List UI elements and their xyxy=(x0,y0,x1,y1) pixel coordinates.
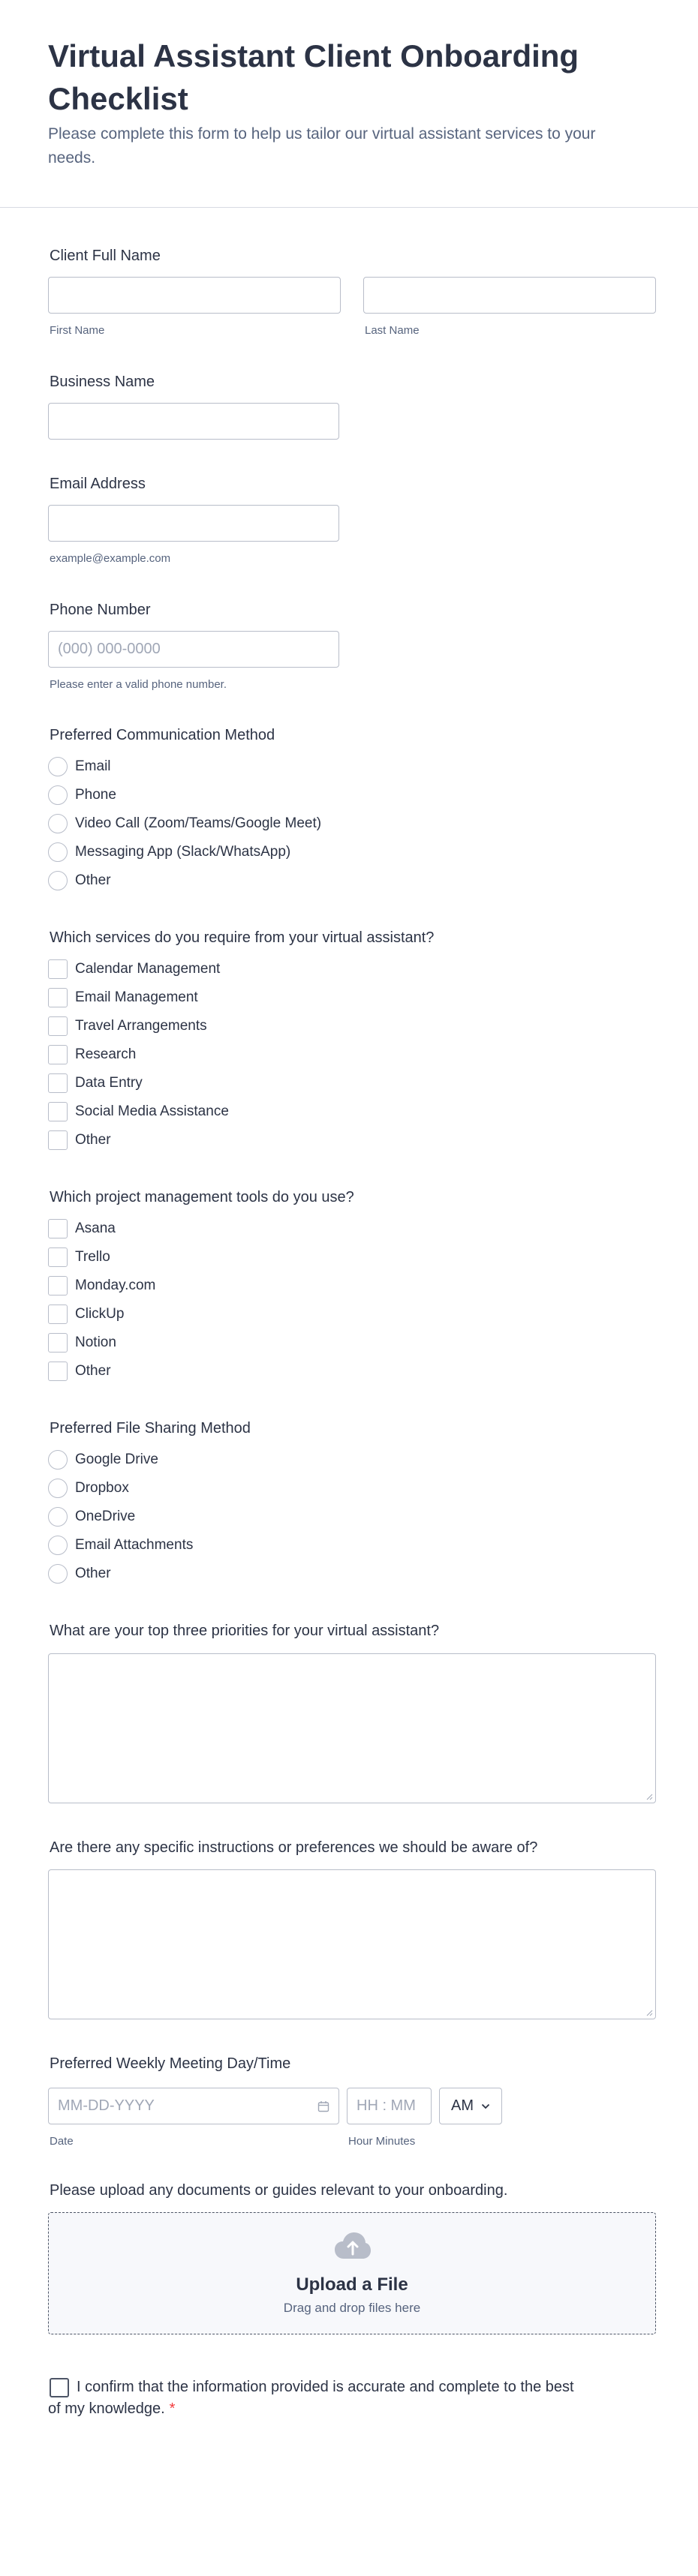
services-option-other[interactable] xyxy=(48,1130,111,1151)
file-upload-dropzone[interactable] xyxy=(48,2212,656,2334)
meeting-date-input[interactable] xyxy=(48,2088,339,2124)
cloud-upload-icon xyxy=(334,2232,372,2260)
radio-button[interactable] xyxy=(48,1564,68,1584)
option-label: Other xyxy=(75,1363,111,1379)
option-label: Google Drive xyxy=(75,1452,158,1467)
communication-option-messaging-app[interactable] xyxy=(48,842,290,863)
checkbox[interactable] xyxy=(48,1102,68,1121)
communication-label: Preferred Communication Method xyxy=(50,727,275,743)
radio-button[interactable] xyxy=(48,842,68,862)
services-option-travel[interactable] xyxy=(48,1016,207,1037)
checkbox[interactable] xyxy=(48,1045,68,1064)
last-name-sublabel: Last Name xyxy=(365,324,420,337)
communication-option-phone[interactable] xyxy=(48,785,116,806)
option-label: Email Attachments xyxy=(75,1537,194,1553)
form-description: Please complete this form to help us tailor our virtual assistant services to your needs. xyxy=(48,125,596,167)
radio-button[interactable] xyxy=(48,871,68,890)
checkbox[interactable] xyxy=(48,1305,68,1324)
option-label: Calendar Management xyxy=(75,961,221,977)
checkbox[interactable] xyxy=(48,1276,68,1296)
file-sharing-option-onedrive[interactable] xyxy=(48,1506,135,1527)
full-name-label: Client Full Name xyxy=(50,248,161,264)
upload-title: Upload a File xyxy=(296,2274,408,2295)
services-label: Which services do you require from your virtual assistant? xyxy=(50,929,435,946)
communication-option-video-call[interactable] xyxy=(48,813,321,834)
file-sharing-option-google-drive[interactable] xyxy=(48,1449,158,1470)
confirm-text: I confirm that the information provided is accurate and complete to the best of my knowledge. xyxy=(48,2379,574,2417)
phone-input[interactable] xyxy=(48,631,339,668)
tools-label: Which project management tools do you use? xyxy=(50,1189,354,1205)
email-input[interactable] xyxy=(48,505,339,542)
option-label: Phone xyxy=(75,787,116,803)
services-option-email[interactable] xyxy=(48,987,198,1008)
file-sharing-label: Preferred File Sharing Method xyxy=(50,1420,251,1437)
option-label: Travel Arrangements xyxy=(75,1018,207,1034)
tools-option-other[interactable] xyxy=(48,1361,111,1382)
business-name-input[interactable] xyxy=(48,403,339,440)
form-header xyxy=(0,0,698,208)
chevron-down-icon xyxy=(481,2103,490,2109)
services-option-social-media[interactable] xyxy=(48,1101,229,1122)
radio-button[interactable] xyxy=(48,1536,68,1555)
file-sharing-option-email-attachments[interactable] xyxy=(48,1535,193,1556)
last-name-input[interactable] xyxy=(363,277,656,314)
tools-option-clickup[interactable] xyxy=(48,1304,124,1325)
option-label: Other xyxy=(75,1566,111,1581)
option-label: Dropbox xyxy=(75,1480,129,1496)
radio-button[interactable] xyxy=(48,814,68,833)
ampm-value: AM xyxy=(451,2097,474,2114)
communication-option-email[interactable] xyxy=(48,756,111,777)
option-label: Monday.com xyxy=(75,1277,156,1293)
checkbox[interactable] xyxy=(48,988,68,1007)
radio-button[interactable] xyxy=(48,1450,68,1470)
upload-label: Please upload any documents or guides relevant to your onboarding. xyxy=(50,2182,508,2199)
business-name-label: Business Name xyxy=(50,374,155,390)
first-name-sublabel: First Name xyxy=(50,324,105,337)
option-label: Social Media Assistance xyxy=(75,1103,229,1119)
date-placeholder: MM-DD-YYYY xyxy=(58,2097,155,2114)
option-label: Messaging App (Slack/WhatsApp) xyxy=(75,844,291,860)
option-label: Data Entry xyxy=(75,1075,143,1091)
checkbox[interactable] xyxy=(48,1362,68,1381)
form-title: Virtual Assistant Client Onboarding Checklist xyxy=(48,38,579,116)
services-option-data-entry[interactable] xyxy=(48,1073,143,1094)
instructions-label: Are there any specific instructions or preferences we should be aware of? xyxy=(50,1839,538,1856)
file-sharing-option-other[interactable] xyxy=(48,1563,111,1584)
phone-label: Phone Number xyxy=(50,602,151,618)
checkbox[interactable] xyxy=(48,959,68,979)
option-label: Video Call (Zoom/Teams/Google Meet) xyxy=(75,815,322,831)
file-sharing-option-dropbox[interactable] xyxy=(48,1478,129,1499)
option-label: Notion xyxy=(75,1335,116,1350)
priorities-textarea[interactable] xyxy=(48,1653,656,1803)
checkbox[interactable] xyxy=(48,1247,68,1267)
option-label: Email xyxy=(75,758,111,774)
communication-option-other[interactable] xyxy=(48,870,111,891)
email-label: Email Address xyxy=(50,476,146,492)
upload-subtitle: Drag and drop files here xyxy=(283,2301,421,2315)
checkbox[interactable] xyxy=(48,1130,68,1150)
radio-button[interactable] xyxy=(48,1507,68,1527)
required-mark: * xyxy=(169,2400,176,2417)
option-label: Other xyxy=(75,872,111,888)
checkbox[interactable] xyxy=(48,1219,68,1238)
instructions-textarea[interactable] xyxy=(48,1869,656,2019)
resize-handle-icon[interactable] xyxy=(645,2009,653,2016)
calendar-icon[interactable] xyxy=(317,2100,329,2112)
first-name-input[interactable] xyxy=(48,277,341,314)
services-option-research[interactable] xyxy=(48,1044,136,1065)
time-sublabel: Hour Minutes xyxy=(348,2135,416,2148)
checkbox[interactable] xyxy=(48,1333,68,1353)
resize-handle-icon[interactable] xyxy=(645,1793,653,1800)
priorities-label: What are your top three priorities for your virtual assistant? xyxy=(50,1623,440,1639)
tools-option-asana[interactable] xyxy=(48,1218,116,1239)
option-label: Research xyxy=(75,1046,137,1062)
checkbox[interactable] xyxy=(48,1016,68,1036)
checkbox[interactable] xyxy=(48,1073,68,1093)
option-label: Asana xyxy=(75,1220,116,1236)
radio-button[interactable] xyxy=(48,1479,68,1498)
ampm-select[interactable] xyxy=(439,2088,502,2124)
option-label: Email Management xyxy=(75,989,198,1005)
email-sublabel: example@example.com xyxy=(50,552,171,565)
tools-option-notion[interactable] xyxy=(48,1332,116,1353)
option-label: Trello xyxy=(75,1249,110,1265)
phone-sublabel: Please enter a valid phone number. xyxy=(50,678,227,691)
meeting-time-input[interactable] xyxy=(347,2088,432,2124)
tools-option-monday[interactable] xyxy=(48,1275,155,1296)
option-label: Other xyxy=(75,1132,111,1148)
tools-option-trello[interactable] xyxy=(48,1247,110,1268)
services-option-calendar[interactable] xyxy=(48,959,220,980)
meeting-label: Preferred Weekly Meeting Day/Time xyxy=(50,2055,291,2072)
radio-button[interactable] xyxy=(48,757,68,776)
confirm-label xyxy=(48,2376,588,2420)
radio-button[interactable] xyxy=(48,785,68,805)
time-placeholder: HH : MM xyxy=(357,2097,416,2114)
date-sublabel: Date xyxy=(50,2135,74,2148)
option-label: ClickUp xyxy=(75,1306,125,1322)
option-label: OneDrive xyxy=(75,1509,136,1524)
